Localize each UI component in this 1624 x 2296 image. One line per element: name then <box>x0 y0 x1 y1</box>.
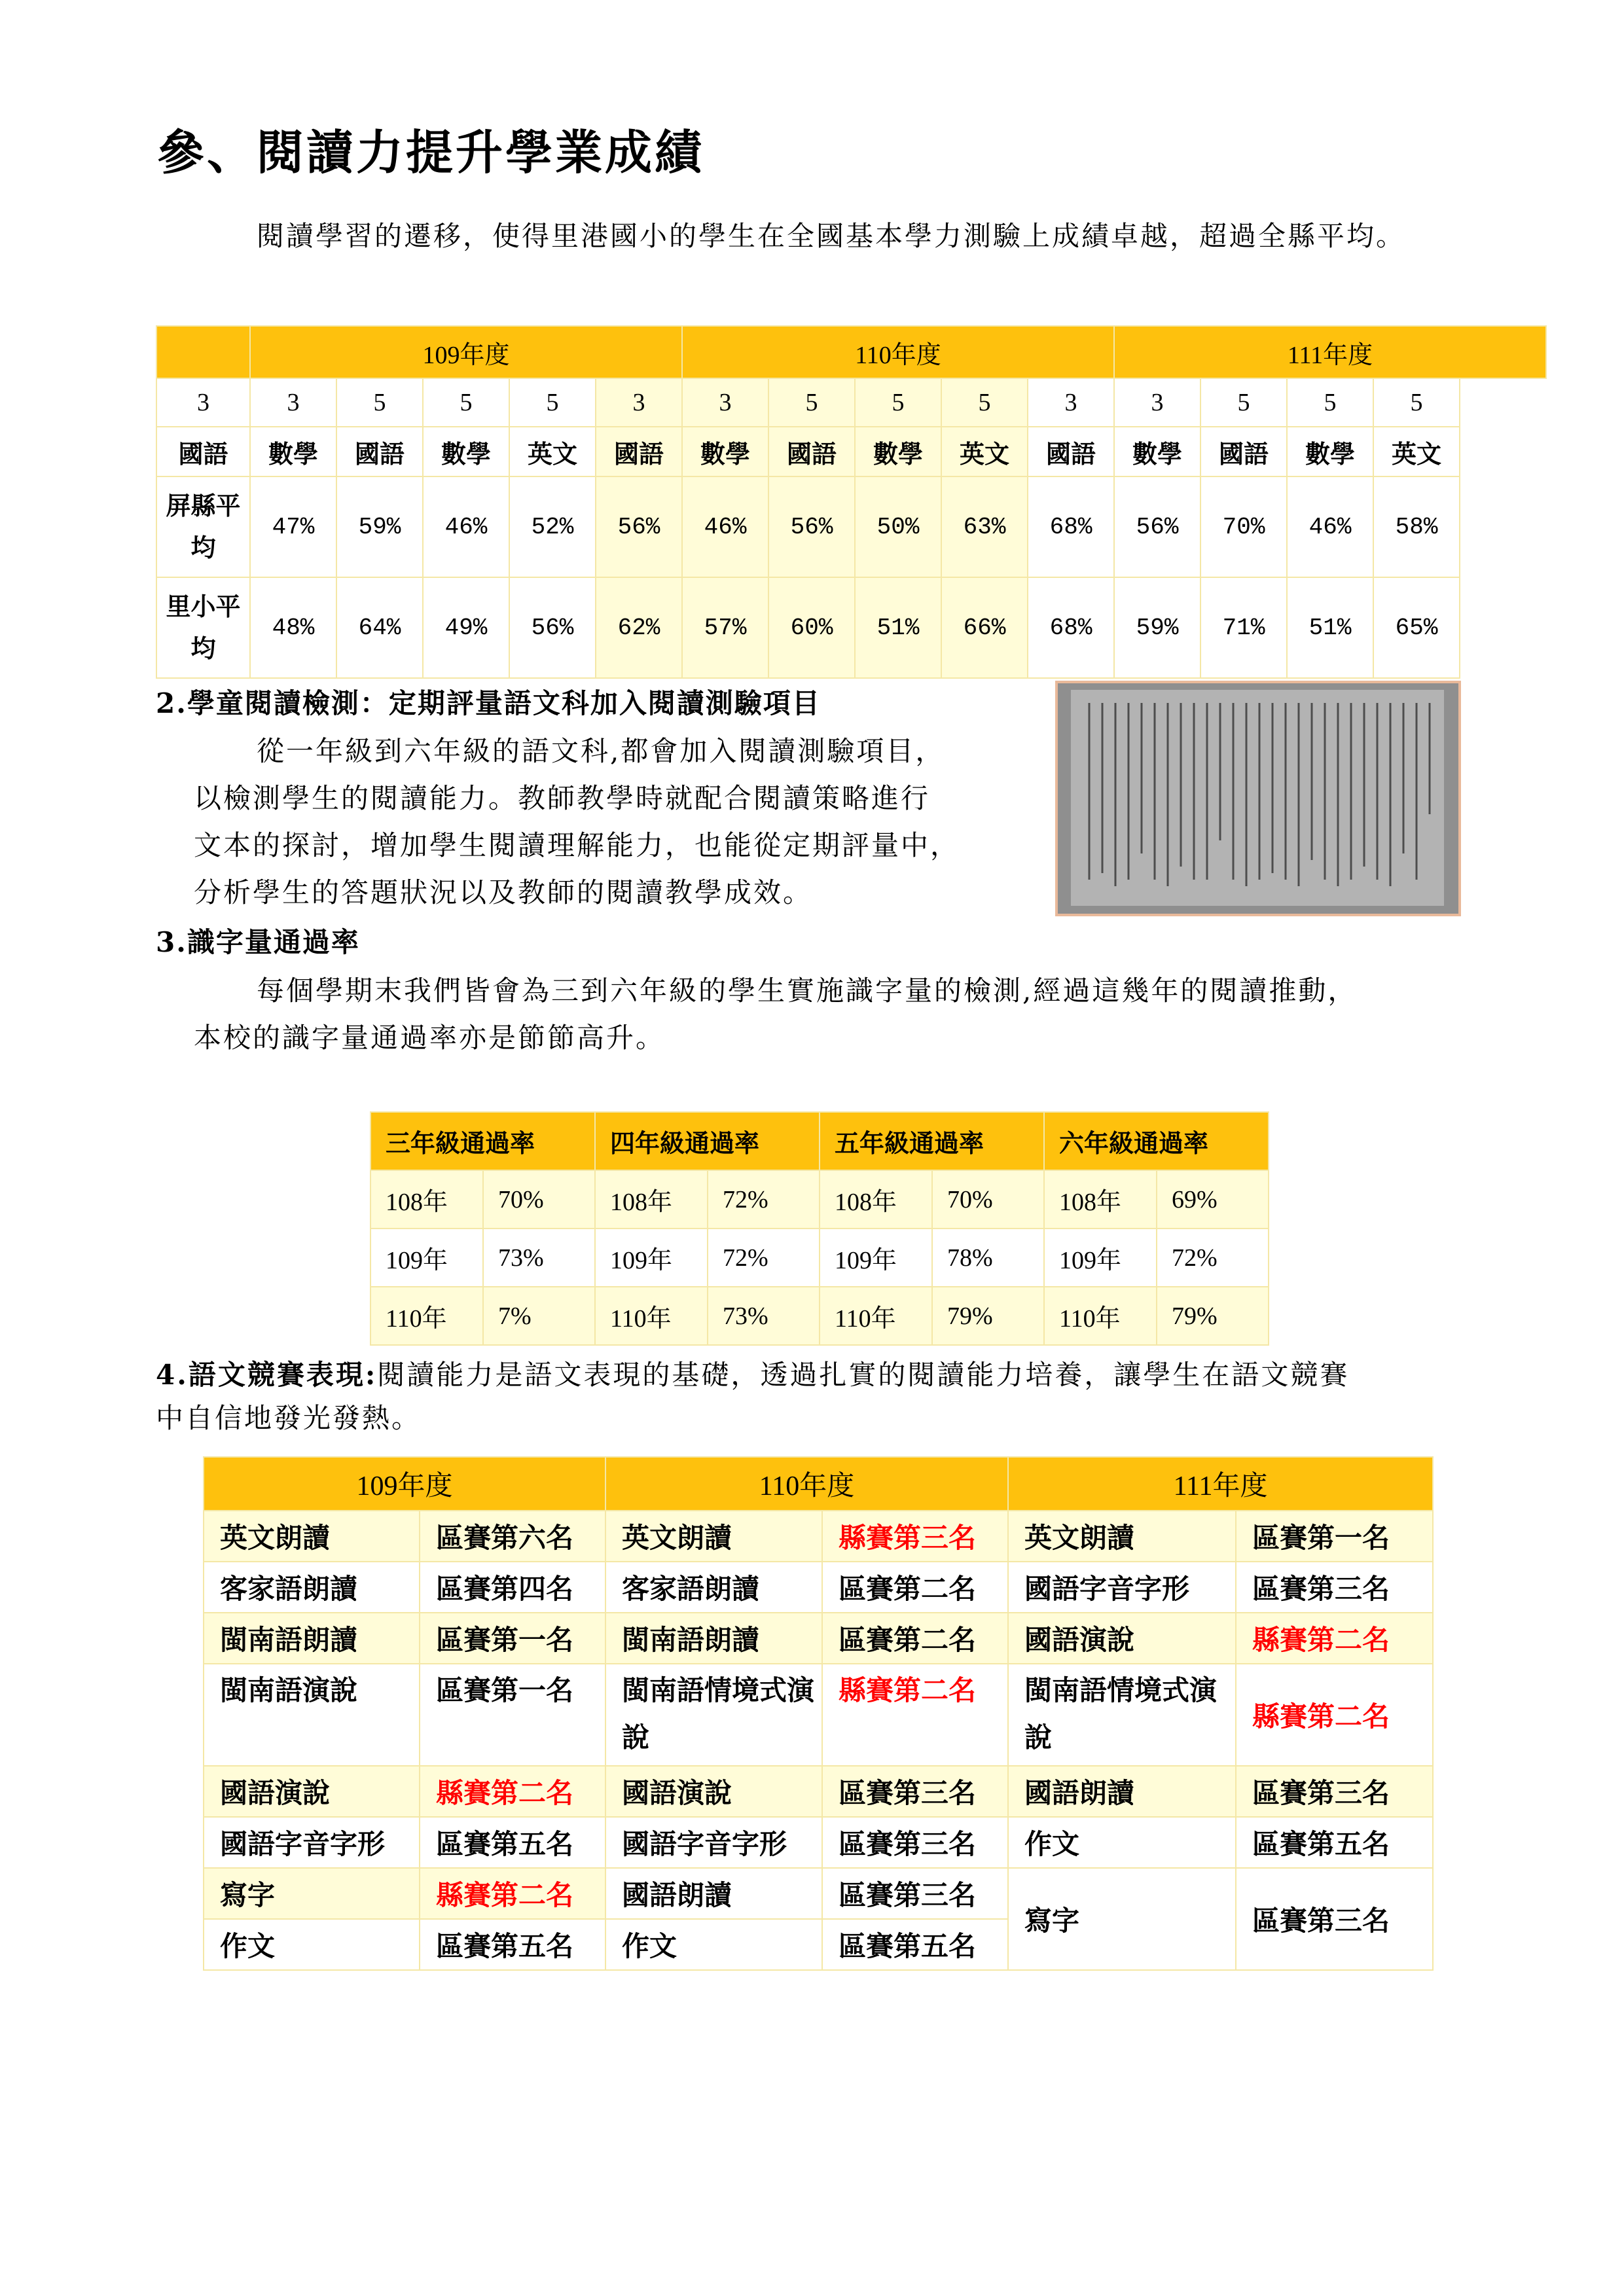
grade-label: 3 <box>156 378 250 427</box>
row-label-county-average: 屏縣平均 <box>156 476 250 577</box>
event-cell: 作文 <box>204 1919 420 1970</box>
grade-label: 5 <box>509 378 596 427</box>
grade-label: 3 <box>1028 378 1114 427</box>
section4-body <box>156 1354 1485 1440</box>
grade4-header: 四年級通過率 <box>595 1112 820 1170</box>
year-header-111: 111年度 <box>1114 326 1546 378</box>
event-cell: 作文 <box>1008 1817 1236 1868</box>
result-cell: 區賽第三名 <box>1236 1868 1433 1970</box>
subject-label: 國語 <box>156 427 250 476</box>
subject-label: 國語 <box>596 427 682 476</box>
section3-heading: 3.識字量通過率 <box>156 926 360 958</box>
subject-label: 國語 <box>1200 427 1287 476</box>
score-cell: 71% <box>1200 577 1287 678</box>
event-cell: 客家語朗讀 <box>605 1562 822 1613</box>
result-cell: 區賽第二名 <box>822 1562 1008 1613</box>
event-cell: 寫字 <box>1008 1868 1236 1970</box>
result-cell: 縣賽第二名 <box>420 1766 605 1817</box>
score-cell: 65% <box>1373 577 1460 678</box>
score-cell: 56% <box>768 476 855 577</box>
result-cell: 區賽第一名 <box>420 1664 605 1766</box>
table-row <box>204 1664 1433 1766</box>
rate-cell: 69% <box>1157 1170 1269 1229</box>
grade-label: 3 <box>250 378 336 427</box>
score-cell: 47% <box>250 476 336 577</box>
rate-cell: 72% <box>708 1170 820 1229</box>
score-cell: 52% <box>509 476 596 577</box>
grade6-header: 六年級通過率 <box>1044 1112 1269 1170</box>
grade-label: 5 <box>768 378 855 427</box>
event-cell: 國語演說 <box>204 1766 420 1817</box>
event-cell: 閩南語朗讀 <box>605 1613 822 1664</box>
score-cell: 68% <box>1028 476 1114 577</box>
result-cell: 區賽第三名 <box>1236 1562 1433 1613</box>
result-cell: 區賽第三名 <box>1236 1766 1433 1817</box>
section3-line: 每個學期末我們皆會為三到六年級的學生實施識字量的檢測,經過這幾年的閱讀推動， <box>257 975 1358 1007</box>
table-row <box>204 1868 1433 1919</box>
year-cell: 109年 <box>1044 1229 1157 1287</box>
year-header-110: 110年度 <box>682 326 1114 378</box>
section3-line: 本校的識字量通過率亦是節節高升。 <box>194 1022 666 1054</box>
subject-label: 國語 <box>1028 427 1114 476</box>
event-cell: 國語演說 <box>605 1766 822 1817</box>
result-cell: 區賽第五名 <box>420 1919 605 1970</box>
rate-cell: 70% <box>483 1170 595 1229</box>
result-cell: 縣賽第二名 <box>1236 1664 1433 1766</box>
result-cell: 縣賽第三名 <box>822 1511 1008 1562</box>
subject-label: 數學 <box>1287 427 1373 476</box>
section2-heading: 2.學童閱讀檢測：定期評量語文科加入閱讀測驗項目 <box>156 687 821 719</box>
subject-label: 英文 <box>941 427 1028 476</box>
result-cell: 縣賽第二名 <box>420 1868 605 1919</box>
subject-label: 數學 <box>855 427 941 476</box>
grade-label: 3 <box>596 378 682 427</box>
year-header-110: 110年度 <box>605 1457 1008 1511</box>
table-row <box>204 1613 1433 1664</box>
event-cell: 英文朗讀 <box>605 1511 822 1562</box>
score-cell: 46% <box>1287 476 1373 577</box>
grade-label: 3 <box>1114 378 1200 427</box>
score-cell: 66% <box>941 577 1028 678</box>
event-cell: 國語朗讀 <box>605 1868 822 1919</box>
score-cell: 48% <box>250 577 336 678</box>
event-cell: 英文朗讀 <box>204 1511 420 1562</box>
event-cell: 閩南語情境式演說 <box>1008 1664 1236 1766</box>
score-cell: 62% <box>596 577 682 678</box>
event-cell: 寫字 <box>204 1868 420 1919</box>
score-cell: 63% <box>941 476 1028 577</box>
event-cell: 國語字音字形 <box>1008 1562 1236 1613</box>
result-cell: 區賽第一名 <box>420 1613 605 1664</box>
score-cell: 56% <box>509 577 596 678</box>
score-cell: 46% <box>682 476 768 577</box>
year-cell: 108年 <box>820 1170 932 1229</box>
subject-label: 數學 <box>1114 427 1200 476</box>
rate-cell: 70% <box>932 1170 1044 1229</box>
section3-body <box>194 967 1496 1062</box>
event-cell: 國語朗讀 <box>1008 1766 1236 1817</box>
score-cell: 51% <box>855 577 941 678</box>
score-cell: 46% <box>423 476 509 577</box>
grade3-header: 三年級通過率 <box>370 1112 595 1170</box>
table-row <box>204 1817 1433 1868</box>
grade-label: 5 <box>855 378 941 427</box>
year-cell: 108年 <box>595 1170 708 1229</box>
grade-label: 5 <box>1373 378 1460 427</box>
table-row <box>370 1229 1269 1287</box>
event-cell: 國語字音字形 <box>605 1817 822 1868</box>
exam-paper-image <box>1058 683 1458 914</box>
rate-cell: 73% <box>708 1287 820 1345</box>
result-cell: 區賽第五名 <box>822 1919 1008 1970</box>
year-cell: 108年 <box>1044 1170 1157 1229</box>
section2-line: 從一年級到六年級的語文科,都會加入閱讀測驗項目， <box>257 735 945 767</box>
result-cell: 縣賽第二名 <box>822 1664 1008 1766</box>
row-label-school-average: 里小平均 <box>156 577 250 678</box>
score-cell: 60% <box>768 577 855 678</box>
result-cell: 區賽第三名 <box>822 1868 1008 1919</box>
section4-text: 閱讀能力是語文表現的基礎，透過扎實的閱讀能力培養，讓學生在語文競賽 <box>377 1359 1350 1391</box>
result-cell: 區賽第二名 <box>822 1613 1008 1664</box>
rate-cell: 79% <box>932 1287 1044 1345</box>
subject-label: 數學 <box>250 427 336 476</box>
year-cell: 110年 <box>370 1287 483 1345</box>
result-cell: 區賽第五名 <box>1236 1817 1433 1868</box>
table-row <box>204 1511 1433 1562</box>
rate-cell: 79% <box>1157 1287 1269 1345</box>
subject-label: 數學 <box>682 427 768 476</box>
result-cell: 區賽第六名 <box>420 1511 605 1562</box>
table-row <box>370 1170 1269 1229</box>
year-cell: 110年 <box>595 1287 708 1345</box>
score-cell: 59% <box>1114 577 1200 678</box>
score-cell: 68% <box>1028 577 1114 678</box>
score-cell: 64% <box>336 577 423 678</box>
rate-cell: 7% <box>483 1287 595 1345</box>
score-cell: 70% <box>1200 476 1287 577</box>
year-header-109: 109年度 <box>204 1457 605 1511</box>
event-cell: 國語演說 <box>1008 1613 1236 1664</box>
grade5-header: 五年級通過率 <box>820 1112 1044 1170</box>
section2-line: 以檢測學生的閱讀能力。教師教學時就配合閱讀策略進行 <box>194 782 931 814</box>
result-cell: 區賽第三名 <box>822 1766 1008 1817</box>
year-cell: 109年 <box>370 1229 483 1287</box>
score-cell: 56% <box>596 476 682 577</box>
event-cell: 國語字音字形 <box>204 1817 420 1868</box>
score-cell: 51% <box>1287 577 1373 678</box>
year-cell: 108年 <box>370 1170 483 1229</box>
table-row <box>370 1287 1269 1345</box>
event-cell: 閩南語朗讀 <box>204 1613 420 1664</box>
competition-results-table <box>203 1456 1434 1971</box>
score-cell: 58% <box>1373 476 1460 577</box>
table-row <box>204 1766 1433 1817</box>
year-cell: 109年 <box>595 1229 708 1287</box>
score-cell: 49% <box>423 577 509 678</box>
score-cell: 56% <box>1114 476 1200 577</box>
grade-label: 5 <box>1200 378 1287 427</box>
event-cell: 客家語朗讀 <box>204 1562 420 1613</box>
result-cell: 區賽第五名 <box>420 1817 605 1868</box>
result-cell: 區賽第四名 <box>420 1562 605 1613</box>
section2-line: 文本的探討，增加學生閱讀理解能力，也能從定期評量中， <box>194 829 960 861</box>
subject-label: 數學 <box>423 427 509 476</box>
subject-label: 英文 <box>509 427 596 476</box>
exam-paper-photo <box>1055 681 1461 916</box>
section2-line: 分析學生的答題狀況以及教師的閱讀教學成效。 <box>194 876 813 908</box>
result-cell: 區賽第一名 <box>1236 1511 1433 1562</box>
event-cell: 作文 <box>605 1919 822 1970</box>
table-row <box>204 1562 1433 1613</box>
year-cell: 109年 <box>820 1229 932 1287</box>
result-cell: 縣賽第二名 <box>1236 1613 1433 1664</box>
rate-cell: 73% <box>483 1229 595 1287</box>
score-cell: 50% <box>855 476 941 577</box>
rate-cell: 72% <box>708 1229 820 1287</box>
score-cell: 59% <box>336 476 423 577</box>
year-cell: 110年 <box>1044 1287 1157 1345</box>
section4-heading: 4.語文競賽表現: <box>156 1359 378 1391</box>
test-results-table <box>156 325 1547 679</box>
year-header-109: 109年度 <box>250 326 682 378</box>
rate-cell: 72% <box>1157 1229 1269 1287</box>
literacy-pass-rate-table <box>370 1111 1269 1346</box>
year-header-111: 111年度 <box>1008 1457 1433 1511</box>
subject-label: 國語 <box>336 427 423 476</box>
result-cell: 區賽第三名 <box>822 1817 1008 1868</box>
grade-label: 5 <box>1287 378 1373 427</box>
page-title: 參、閱讀力提升學業成績 <box>157 124 705 180</box>
intro-paragraph: 閱讀學習的遷移，使得里港國小的學生在全國基本學力測驗上成績卓越，超過全縣平均。 <box>257 220 1406 252</box>
grade-label: 5 <box>336 378 423 427</box>
grade-label: 5 <box>423 378 509 427</box>
subject-label: 英文 <box>1373 427 1460 476</box>
corner-cell <box>156 326 250 378</box>
event-cell: 英文朗讀 <box>1008 1511 1236 1562</box>
subject-label: 國語 <box>768 427 855 476</box>
score-cell: 57% <box>682 577 768 678</box>
section4-text-line2: 中自信地發光發熱。 <box>156 1402 422 1434</box>
event-cell: 閩南語演說 <box>204 1664 420 1766</box>
grade-label: 5 <box>941 378 1028 427</box>
rate-cell: 78% <box>932 1229 1044 1287</box>
section2-body <box>194 728 1051 916</box>
grade-label: 3 <box>682 378 768 427</box>
year-cell: 110年 <box>820 1287 932 1345</box>
event-cell: 閩南語情境式演說 <box>605 1664 822 1766</box>
